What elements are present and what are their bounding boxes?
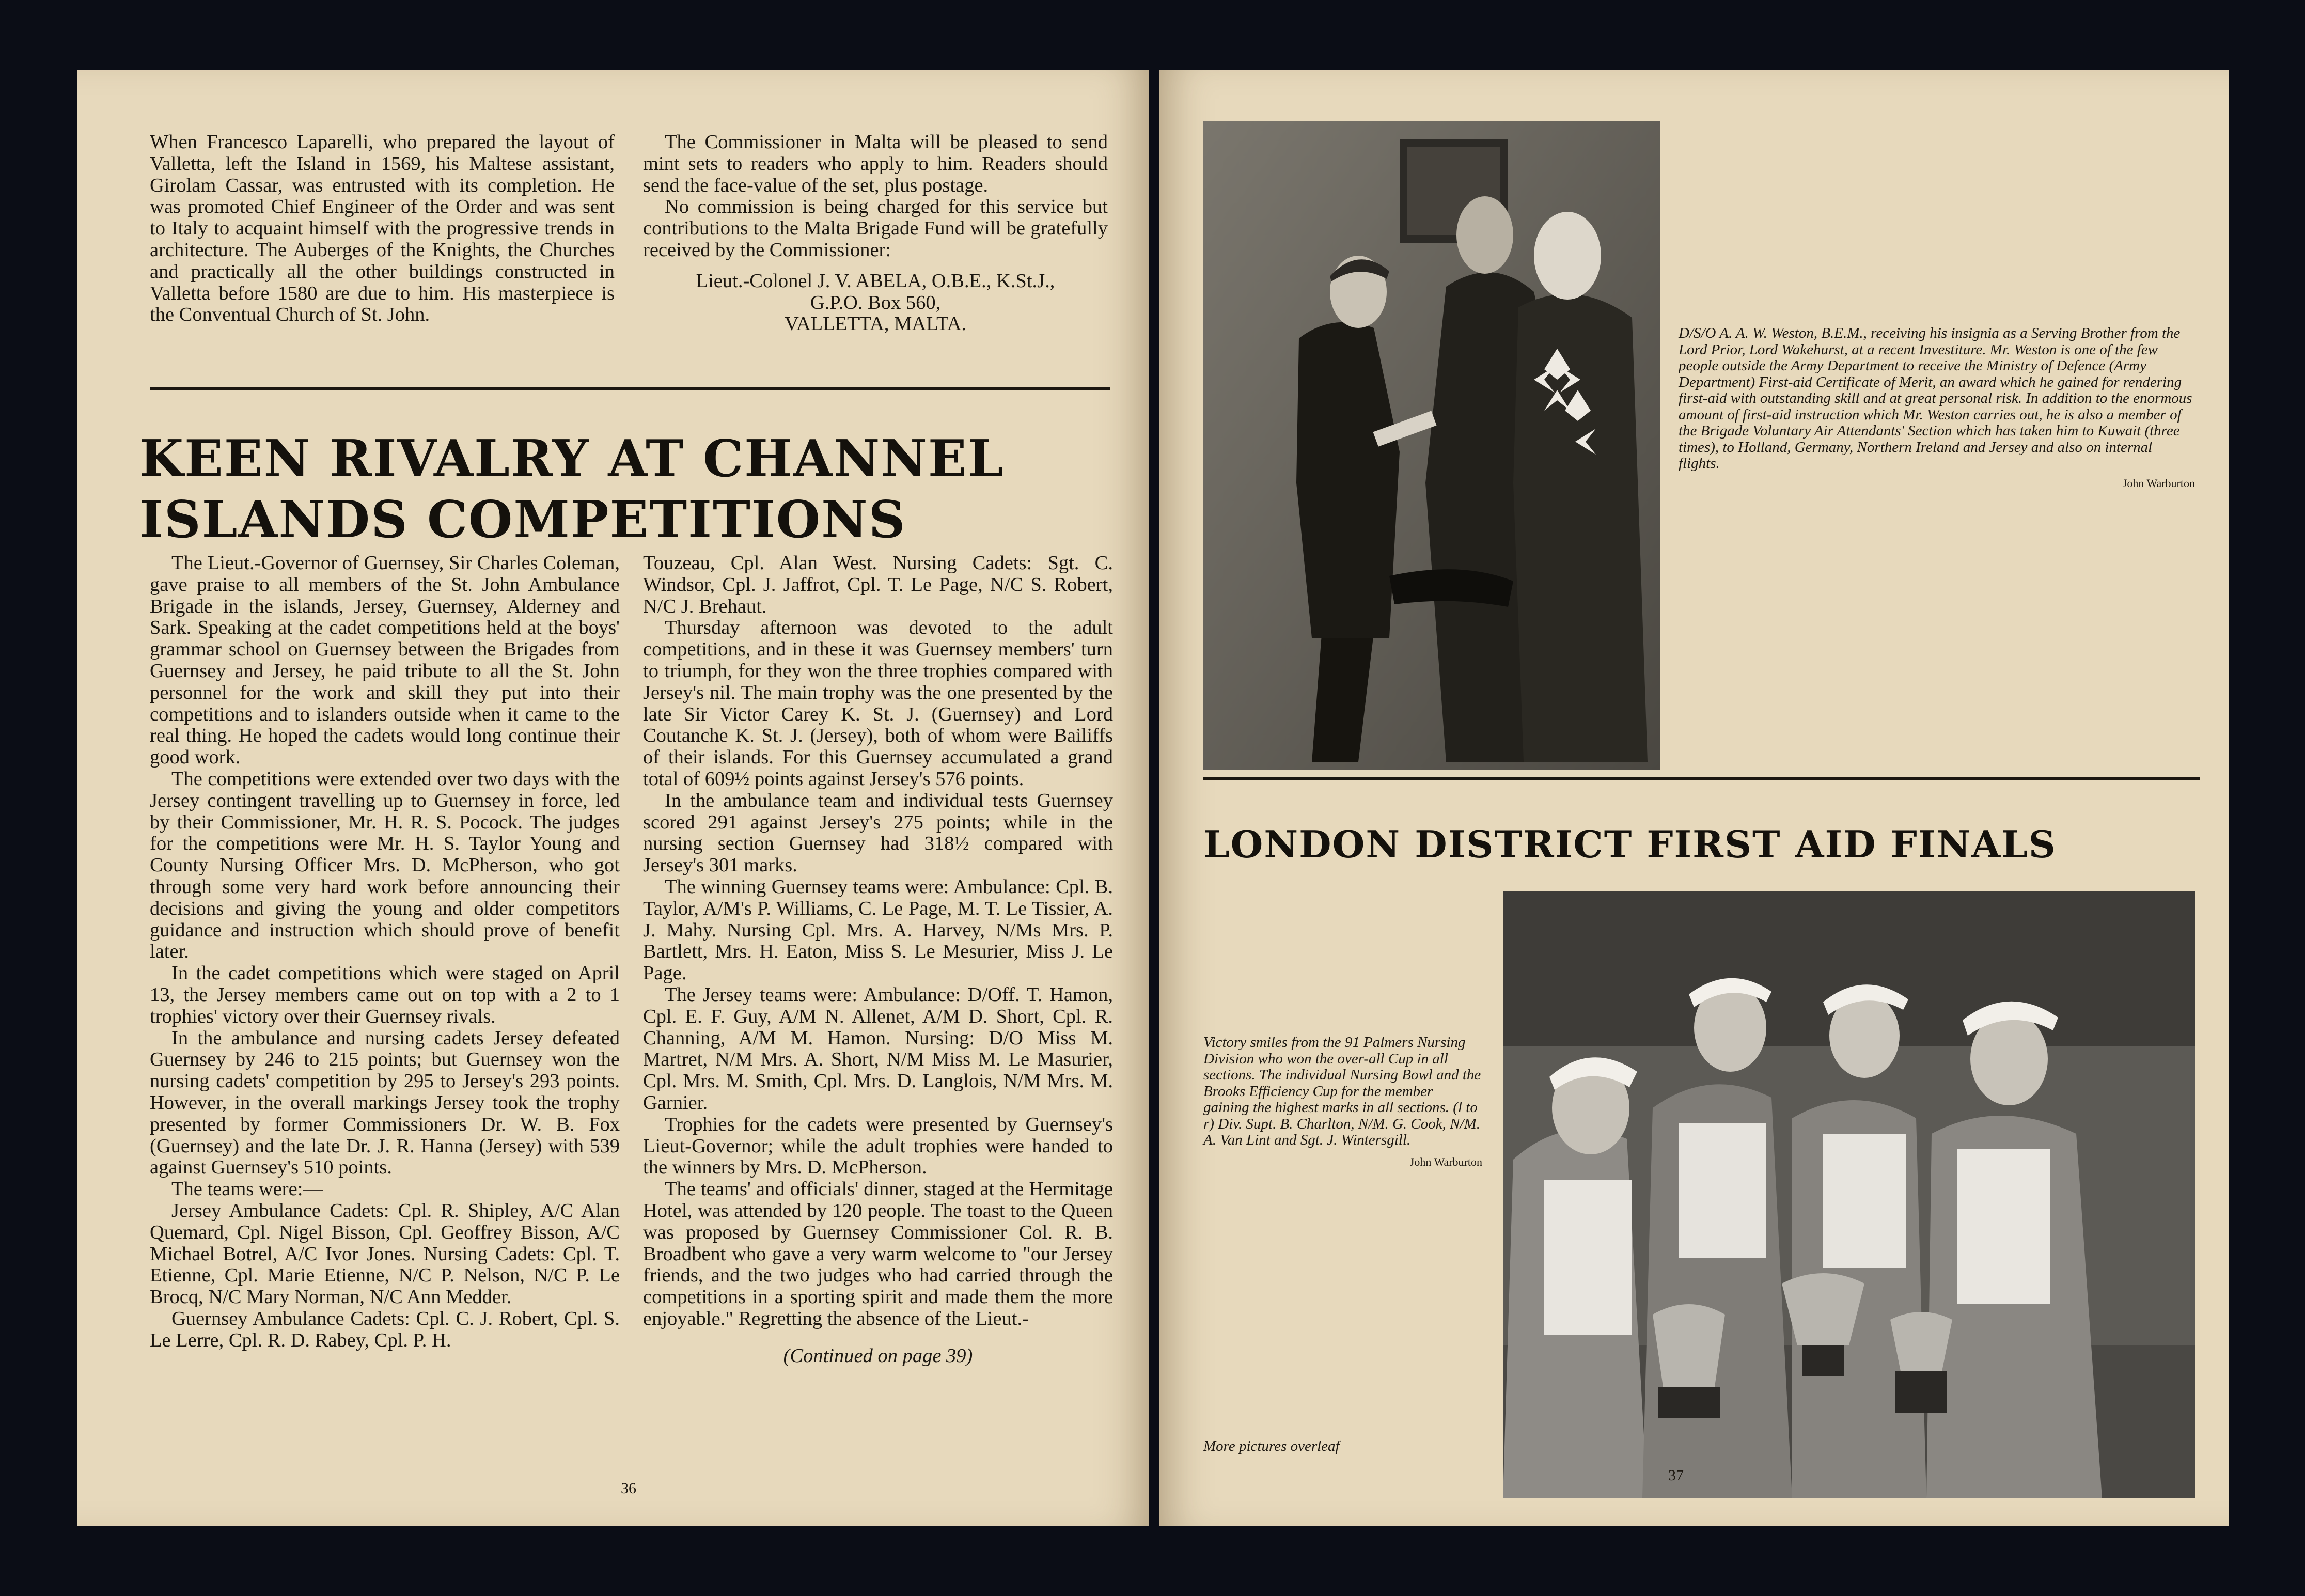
article-paragraph: Touzeau, Cpl. Alan West. Nursing Cadets: Sgt. C. Windsor, Cpl. J. Jaffrot, Cpl. T. Le Page, N/C S. Robert, N/C J. Brehaut. [643, 552, 1113, 617]
headline-line: ISLANDS COMPETITIONS [139, 490, 906, 550]
right-page [1159, 70, 2229, 1526]
article-paragraph: Guernsey Ambulance Cadets: Cpl. C. J. Robert, Cpl. S. Le Lerre, Cpl. R. D. Rabey, Cpl. P. H. [150, 1307, 620, 1351]
more-pictures-note: More pictures overleaf [1203, 1438, 1340, 1454]
address-line: Lieut.-Colonel J. V. ABELA, O.B.E., K.St.J., [696, 270, 1055, 292]
caption-text: D/S/O A. A. W. Weston, B.E.M., receiving his insignia as a Serving Brother from the Lord Prior, Lord Wakehurst, at a recent Investiture. Mr. Weston is one of the few people outside the Army Department to receive the Ministry of Defence (Army Department) First-aid Certificate of Merit, an award which he gained for rendering first-aid with outstanding skill and at great personal risk. In addition to the enormous amount of first-aid instruction which Mr. Weston carries out, he is also a member of the Brigade Voluntary Air Attendants' Section which has taken him to Kuwait (three times), to Holland, Germany, Northern Ireland and Jersey and also on internal flights. [1679, 325, 2192, 472]
section-rule [1203, 777, 2200, 780]
section-rule [150, 387, 1110, 390]
article-paragraph: The competitions were extended over two days with the Jersey contingent travelling up to Guernsey in force, led by their Commissioner, Mr. H. R. S. Pocock. The judges for the competitions were Mr. H. S. Taylor Young and County Nursing Officer Mrs. D. McPherson, who got through some very hard work before announcing their decisions and giving the young and older competitors guidance and instruction which should prove of benefit later. [150, 768, 620, 963]
article-paragraph: In the cadet competitions which were staged on April 13, the Jersey members came out on top with a 2 to 1 trophies' victory over their Guernsey rivals. [150, 962, 620, 1027]
article-paragraph: The winning Guernsey teams were: Ambulance: Cpl. B. Taylor, A/M's P. Williams, C. Le Page, M. T. Le Tissier, A. J. Mahy. Nursing Cpl. Mrs. A. Harvey, N/Ms Mrs. P. Bartlett, Mrs. H. Eaton, Miss S. Le Mesurier, Miss J. Le Page. [643, 875, 1113, 984]
article-col2 [643, 553, 1113, 1367]
address-line: G.P.O. Box 560, [810, 291, 941, 314]
article-paragraph: Trophies for the cadets were presented by Guernsey's Lieut-Governor; while the adult trophies were handed to the winners by Mrs. D. McPherson. [643, 1113, 1113, 1179]
caption-text: Victory smiles from the 91 Palmers Nursing Division who won the over-all Cup in all sections. The individual Nursing Bowl and the Brooks Efficiency Cup for the member gaining the highest marks in all sections. (l to r) Div. Supt. B. Charlton, N/M. G. Cook, N/M. A. Van Lint and Sgt. J. Wintersgill. [1203, 1034, 1481, 1148]
left-page [77, 70, 1149, 1526]
article-paragraph: The Lieut.-Governor of Guernsey, Sir Charles Coleman, gave praise to all members of the St. John Ambulance Brigade in the islands, Jersey, Guernsey, Alderney and Sark. Speaking at the cadet competitions held at the boys' grammar school on Guernsey between the Brigades from Guernsey and Jersey, he paid tribute to all the St. John personnel for the work and skill they put into their competitions and to islanders outside when it came to the real thing. He hoped the cadets would long continue their good work. [150, 552, 620, 769]
investiture-photo [1203, 121, 1660, 770]
article-paragraph: The teams were:— [171, 1178, 323, 1200]
article-paragraph: In the ambulance team and individual tests Guernsey scored 291 against Jersey's 275 points; while in the nursing section Guernsey had 318½ compared with Jersey's 301 marks. [643, 789, 1113, 877]
article-paragraph: The teams' and officials' dinner, staged at the Hermitage Hotel, was attended by 120 people. The toast to the Queen was proposed by Guernsey Commissioner Col. R. B. Broadbent who gave a very warm welcome to "our Jersey friends, and the two judges who had carried through the competitions in a sporting spirit and made them the more enjoyable." Regretting the absence of the Lieut.- [643, 1178, 1113, 1329]
article-paragraph: Jersey Ambulance Cadets: Cpl. R. Shipley, A/C Alan Quemard, Cpl. Nigel Bisson, Cpl. Geoffrey Bisson, A/C Michael Botrel, A/C Ivor Jones. Nursing Cadets: Cpl. T. Etienne, Cpl. Marie Etienne, N/C P. Nelson, N/C P. Le Brocq, N/C Mary Norman, N/C Ann Medder. [150, 1199, 620, 1308]
malta-paragraph: No commission is being charged for this service but contributions to the Malta Brigade Fund will be gratefully received by the Commissioner: [643, 196, 1108, 261]
page-number: 37 [1668, 1467, 1684, 1484]
article-paragraph: The Jersey teams were: Ambulance: D/Off. T. Hamon, Cpl. E. F. Guy, A/M N. Allenet, A/M D. Short, Cpl. R. Channing, A/M M. Hamon. Nursing: D/O Miss M. Martret, N/M Mrs. A. Short, N/M Miss M. Le Masurier, Cpl. Mrs. M. Smith, Cpl. Mrs. D. Langlois, N/M Mrs. M. Garnier. [643, 983, 1113, 1114]
nurses-caption [1203, 1035, 1482, 1170]
article-col1 [150, 553, 620, 1351]
investiture-caption [1679, 325, 2195, 491]
article-paragraph: In the ambulance and nursing cadets Jersey defeated Guernsey by 246 to 215 points; but Guernsey won the nursing cadets' competition by 295 to Jersey's 293 points. However, in the overall markings Jersey took the trophy presented by former Commissioners Dr. W. B. Fox (Guernsey) and the late Dr. J. R. Hanna (Jersey) with 539 against Guernsey's 510 points. [150, 1027, 620, 1179]
headline-line: KEEN RIVALRY AT CHANNEL [139, 429, 1005, 489]
article-headline [139, 429, 1121, 551]
address-line: VALLETTA, MALTA. [784, 313, 967, 335]
malta-col2 [643, 132, 1108, 335]
commissioner-address [643, 271, 1108, 335]
nurses-photo [1503, 891, 2195, 1498]
article-paragraph: Thursday afternoon was devoted to the adult competitions, and in these it was Guernsey members' turn to triumph, for they won the three trophies compared with Jersey's nil. The main trophy was the one presented by the late Sir Victor Carey K. St. J. (Guernsey) and Lord Coutanche K. St. J. (Jersey), both of whom were Bailiffs of their islands. For this Guernsey accumulated a grand total of 609½ points against Jersey's 576 points. [643, 617, 1113, 790]
malta-col1 [150, 132, 615, 326]
continued-note: (Continued on page 39) [783, 1344, 973, 1367]
photo-credit: John Warburton [2122, 476, 2195, 490]
photo-credit: John Warburton [1409, 1155, 1482, 1168]
article-headline: LONDON DISTRICT FIRST AID FINALS [1203, 822, 2057, 866]
malta-paragraph: When Francesco Laparelli, who prepared the layout of Valletta, left the Island in 1569, his Maltese assistant, Girolam Cassar, was entrusted with its completion. He was promoted Chief Engineer of the Order and was sent to Italy to acquaint himself with the progressive trends in architecture. The Auberges of the Knights, the Churches and practically all the other buildings constructed in Valletta before 1580 are due to him. His masterpiece is the Conventual Church of St. John. [150, 131, 615, 326]
page-number: 36 [621, 1480, 636, 1497]
malta-paragraph: The Commissioner in Malta will be pleased to send mint sets to readers who apply to him. Readers should send the face-value of the set, plus postage. [643, 131, 1108, 196]
